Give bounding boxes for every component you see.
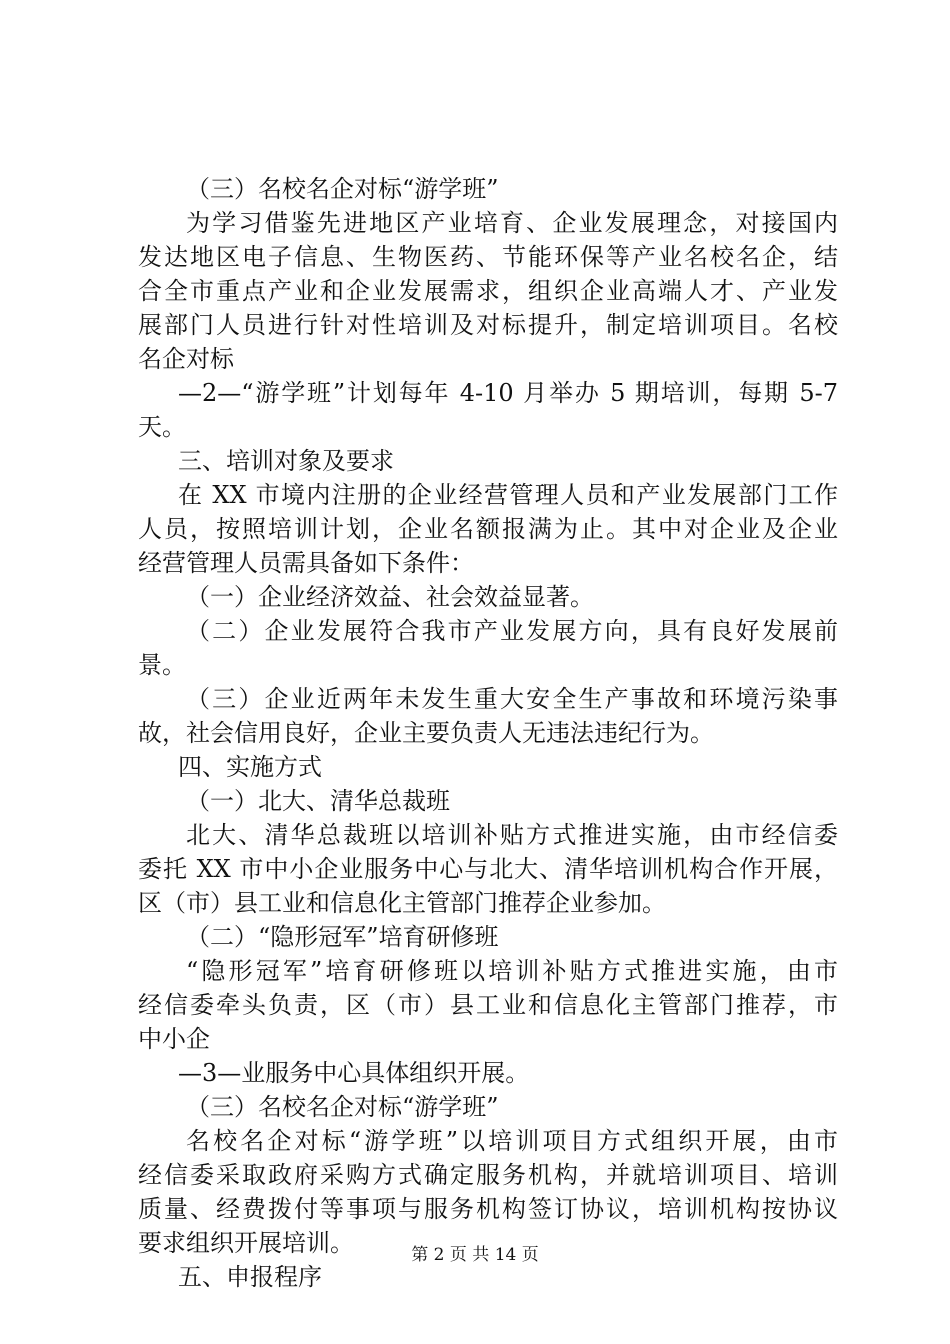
paragraph-line: —3—业服务中心具体组织开展。 <box>178 1059 530 1087</box>
subheading: （二）“隐形冠军”培育研修班 <box>186 923 499 951</box>
paragraph-line: 名校名企对标“游学班”以培训项目方式组织开展，由市 <box>186 1127 838 1155</box>
paragraph-line: 在 XX 市境内注册的企业经营管理人员和产业发展部门工作 <box>178 481 838 509</box>
paragraph-line: 区（市）县工业和信息化主管部门推荐企业参加。 <box>138 889 666 917</box>
subheading: （一）北大、清华总裁班 <box>186 787 450 815</box>
paragraph-line: 合全市重点产业和企业发展需求，组织企业高端人才、产业发 <box>138 277 838 305</box>
paragraph-line: —2—“游学班”计划每年 4-10 月举办 5 期培训，每期 5-7 <box>178 379 838 407</box>
paragraph-line: 质量、经费拨付等事项与服务机构签订协议，培训机构按协议 <box>138 1195 838 1223</box>
list-item: （一）企业经济效益、社会效益显著。 <box>186 583 594 611</box>
paragraph-line: 北大、清华总裁班以培训补贴方式推进实施，由市经信委 <box>186 821 838 849</box>
paragraph-line: 发达地区电子信息、生物医药、节能环保等产业名校名企，结 <box>138 243 838 271</box>
paragraph-line: “隐形冠军”培育研修班以培训补贴方式推进实施，由市 <box>186 957 838 985</box>
subheading: （三）名校名企对标“游学班” <box>186 1093 499 1121</box>
paragraph-line: 经营管理人员需具备如下条件： <box>138 549 474 577</box>
paragraph-line: 天。 <box>138 413 186 441</box>
paragraph-line: 委托 XX 市中小企业服务中心与北大、清华培训机构合作开展， <box>138 855 838 883</box>
list-item: （二）企业发展符合我市产业发展方向，具有良好发展前 <box>186 617 838 645</box>
section-heading-5: 五、申报程序 <box>178 1263 322 1291</box>
section-heading-3: 三、培训对象及要求 <box>178 447 394 475</box>
paragraph-line: 中小企 <box>138 1025 210 1053</box>
page-number-footer: 第 2 页 共 14 页 <box>411 1245 539 1265</box>
paragraph-line: 展部门人员进行针对性培训及对标提升，制定培训项目。名校 <box>138 311 838 339</box>
paragraph-line: 名企对标 <box>138 345 234 373</box>
paragraph-line: 景。 <box>138 651 186 679</box>
paragraph-line: 经信委牵头负责，区（市）县工业和信息化主管部门推荐，市 <box>138 991 838 1019</box>
section-heading-4: 四、实施方式 <box>178 753 322 781</box>
subheading-study-tour: （三）名校名企对标“游学班” <box>186 175 499 203</box>
paragraph-line: 经信委采取政府采购方式确定服务机构，并就培训项目、培训 <box>138 1161 838 1189</box>
paragraph-line: 为学习借鉴先进地区产业培育、企业发展理念，对接国内 <box>186 209 838 237</box>
list-item: （三）企业近两年未发生重大安全生产事故和环境污染事 <box>186 685 838 713</box>
paragraph-line: 要求组织开展培训。 <box>138 1229 354 1257</box>
paragraph-line: 人员，按照培训计划，企业名额报满为止。其中对企业及企业 <box>138 515 838 543</box>
paragraph-line: 故，社会信用良好，企业主要负责人无违法违纪行为。 <box>138 719 714 747</box>
